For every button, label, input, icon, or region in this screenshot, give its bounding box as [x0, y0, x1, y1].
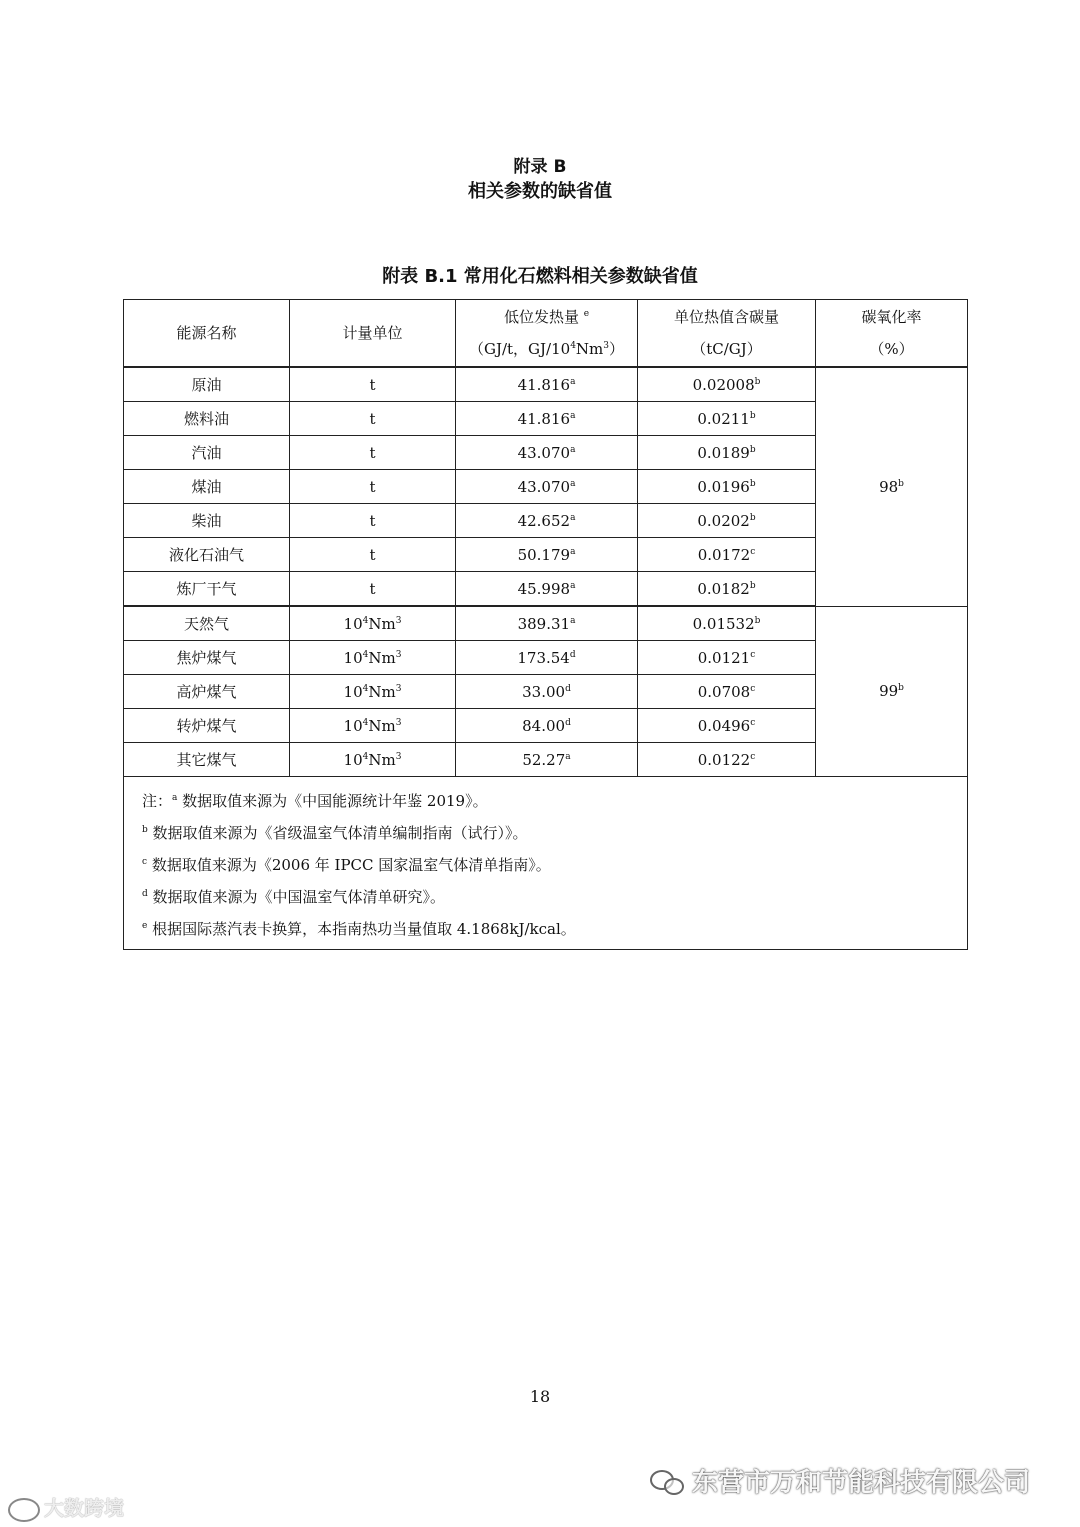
cell-unit-text: Nm	[368, 648, 396, 667]
note-text: 数据取值来源为《中国温室气体清单研究》。	[147, 888, 446, 906]
cell-unit-text: Nm	[368, 716, 396, 735]
cell-unit	[290, 641, 456, 675]
cell-carbon-content-text: 0.0122	[697, 750, 751, 769]
header-ncv-unit-c: ）	[609, 340, 625, 358]
cell-carbon-content-text: 0.01532	[692, 614, 755, 633]
appendix-subtitle: 相关参数的缺省值	[468, 181, 612, 202]
cell-energy-name	[124, 538, 290, 572]
header-ncv-label: 低位发热量	[503, 308, 579, 326]
watermark-left	[8, 1492, 124, 1522]
cell-energy-name	[124, 606, 290, 641]
cell-unit-text: t	[369, 511, 376, 530]
oxidation-value: 99	[879, 682, 899, 701]
note-mark: d	[142, 889, 148, 899]
cell-ncv-sup: d	[565, 717, 571, 728]
note-mark: e	[142, 921, 148, 931]
cell-unit-sup: 4	[362, 683, 369, 694]
cell-energy-name-text: 液化石油气	[168, 546, 244, 564]
header-ncv	[456, 300, 638, 368]
cell-carbon-content	[638, 675, 816, 709]
cell-ncv-sup: a	[570, 512, 576, 523]
cell-carbon-content	[638, 606, 816, 641]
notes-row	[124, 777, 968, 950]
cell-ncv-sup: a	[570, 376, 576, 387]
cell-energy-name	[124, 572, 290, 607]
cell-unit-text: 10	[343, 682, 363, 701]
cell-unit-sup: 3	[395, 751, 402, 762]
cell-ncv	[456, 470, 638, 504]
cell-energy-name-text: 其它煤气	[176, 751, 237, 769]
cell-ncv	[456, 675, 638, 709]
cell-unit	[290, 538, 456, 572]
header-oxidation-unit: （%）	[869, 340, 914, 358]
cell-carbon-content	[638, 504, 816, 538]
cell-ncv	[456, 504, 638, 538]
table-title: 附表 B.1 常用化石燃料相关参数缺省值	[382, 266, 698, 287]
cell-carbon-content-text: 0.0189	[697, 443, 750, 462]
cell-unit-text: t	[369, 409, 376, 428]
cell-energy-name	[124, 743, 290, 777]
cell-ncv-text: 42.652	[517, 511, 571, 530]
cell-unit	[290, 367, 456, 402]
wechat-icon	[650, 1466, 686, 1496]
cell-carbon-content-sup: b	[749, 444, 756, 455]
note-mark: a	[172, 793, 178, 803]
cell-ncv-sup: a	[570, 615, 576, 626]
table-row	[124, 367, 968, 402]
watermark-left-text: 大数跨境	[44, 1496, 124, 1520]
cell-energy-name-text: 炼厂干气	[176, 580, 237, 598]
cell-carbon-content-sup: b	[754, 376, 761, 387]
cell-ncv-sup: a	[570, 410, 576, 421]
cell-carbon-content	[638, 743, 816, 777]
cell-ncv-sup: d	[565, 683, 571, 694]
note-prefix: 注：	[142, 792, 173, 810]
cell-unit-text: t	[369, 579, 376, 598]
cell-ncv	[456, 572, 638, 607]
cell-carbon-content	[638, 367, 816, 402]
cell-oxidation-rate	[816, 606, 968, 777]
cell-energy-name-text: 原油	[191, 376, 222, 394]
cell-unit-sup: 3	[395, 717, 402, 728]
note-line	[142, 849, 967, 881]
cell-ncv-sup: d	[569, 649, 576, 660]
cell-unit-text: 10	[343, 614, 363, 633]
note-text: 数据取值来源为《中国能源统计年鉴 2019》。	[177, 792, 488, 810]
cell-unit-sup: 4	[362, 717, 369, 728]
cell-unit-text: Nm	[368, 750, 396, 769]
note-mark: b	[142, 825, 148, 835]
table-header-row	[124, 300, 968, 368]
watermark-right-text: 东营市万和节能科技有限公司	[692, 1468, 1031, 1498]
cell-unit-text: 10	[343, 648, 363, 667]
cell-carbon-content-text: 0.0121	[697, 648, 751, 667]
cell-energy-name-text: 高炉煤气	[176, 683, 237, 701]
cell-carbon-content-text: 0.0196	[697, 477, 750, 496]
oxidation-source-sup: b	[898, 683, 904, 694]
cell-ncv-text: 173.54	[517, 648, 570, 667]
cell-energy-name	[124, 709, 290, 743]
cell-carbon-content-text: 0.0182	[697, 579, 750, 598]
cell-ncv-sup: a	[565, 751, 571, 762]
cell-carbon-content-sup: b	[749, 580, 756, 591]
cell-carbon-content-text: 0.0172	[697, 545, 751, 564]
note-line	[142, 881, 967, 913]
cell-ncv-sup: a	[570, 444, 576, 455]
header-carbon-label: 单位热值含碳量	[673, 308, 779, 326]
cell-unit-text: Nm	[368, 614, 396, 633]
notes-cell	[124, 777, 968, 950]
cell-carbon-content-sup: c	[750, 649, 756, 660]
appendix-title: 附录 B	[513, 157, 567, 177]
note-line	[142, 785, 967, 817]
cell-ncv	[456, 367, 638, 402]
cell-carbon-content	[638, 402, 816, 436]
cell-carbon-content-text: 0.0708	[697, 682, 751, 701]
note-text: 根据国际蒸汽表卡换算，本指南热功当量值取 4.1868kJ/kcal。	[147, 920, 576, 938]
cell-ncv-sup: a	[570, 546, 576, 557]
cell-unit-sup: 3	[395, 683, 402, 694]
cell-unit-text: Nm	[368, 682, 396, 701]
cell-ncv-sup: a	[570, 478, 576, 489]
cell-unit	[290, 436, 456, 470]
cell-ncv-text: 43.070	[517, 477, 571, 496]
cell-carbon-content-sup: b	[754, 615, 761, 626]
cell-unit-sup: 3	[395, 615, 402, 626]
cell-carbon-content-text: 0.0202	[697, 511, 750, 530]
cell-unit-sup: 4	[362, 649, 369, 660]
header-ncv-unit-a: （GJ/t，GJ/10	[468, 340, 571, 358]
header-ncv-unit-sup2: 3	[603, 341, 610, 351]
cell-energy-name-text: 煤油	[191, 478, 222, 496]
oxidation-source-sup: b	[898, 478, 904, 489]
header-energy-name: 能源名称	[124, 300, 290, 368]
cell-unit-sup: 4	[362, 751, 369, 762]
cell-carbon-content-sup: c	[750, 683, 756, 694]
cell-ncv-text: 41.816	[517, 375, 571, 394]
cell-energy-name	[124, 436, 290, 470]
cell-ncv-text: 43.070	[517, 443, 571, 462]
cell-carbon-content-text: 0.02008	[692, 375, 755, 394]
cell-carbon-content	[638, 572, 816, 607]
cell-ncv-text: 45.998	[517, 579, 571, 598]
oxidation-value: 98	[879, 477, 899, 496]
cell-carbon-content-sup: b	[749, 410, 756, 421]
cell-carbon-content	[638, 436, 816, 470]
cell-unit	[290, 572, 456, 607]
cell-ncv-text: 50.179	[517, 545, 571, 564]
cell-unit-text: 10	[343, 750, 363, 769]
cell-unit	[290, 402, 456, 436]
cell-unit-sup: 4	[362, 615, 369, 626]
cell-carbon-content	[638, 538, 816, 572]
cell-unit	[290, 470, 456, 504]
cell-ncv	[456, 709, 638, 743]
cell-unit-sup: 3	[395, 649, 402, 660]
cell-energy-name	[124, 675, 290, 709]
note-line	[142, 817, 967, 849]
page-number: 18	[529, 1387, 551, 1406]
header-ncv-unit-b: Nm	[575, 340, 604, 358]
cell-energy-name	[124, 641, 290, 675]
cell-ncv	[456, 402, 638, 436]
header-carbon-content	[638, 300, 816, 368]
header-ncv-sup: e	[583, 309, 590, 319]
cell-carbon-content	[638, 641, 816, 675]
cell-unit-text: t	[369, 375, 376, 394]
cell-carbon-content-sup: b	[749, 512, 756, 523]
cell-energy-name-text: 焦炉煤气	[176, 649, 237, 667]
weibo-icon	[8, 1498, 40, 1522]
table-row	[124, 606, 968, 641]
header-ncv-unit-sup: 4	[570, 341, 576, 351]
cell-carbon-content-sup: c	[750, 751, 756, 762]
cell-carbon-content	[638, 470, 816, 504]
cell-carbon-content-sup: b	[749, 478, 756, 489]
header-unit: 计量单位	[290, 300, 456, 368]
cell-energy-name-text: 燃料油	[183, 410, 229, 428]
cell-energy-name-text: 柴油	[191, 512, 222, 530]
cell-unit-text: 10	[343, 716, 363, 735]
cell-unit	[290, 743, 456, 777]
header-carbon-unit: （tC/GJ）	[691, 340, 762, 358]
cell-energy-name	[124, 402, 290, 436]
cell-carbon-content	[638, 709, 816, 743]
cell-carbon-content-sup: c	[750, 717, 756, 728]
cell-ncv	[456, 641, 638, 675]
fuel-parameter-table	[123, 299, 968, 950]
cell-unit	[290, 675, 456, 709]
cell-oxidation-rate	[816, 367, 968, 606]
cell-energy-name	[124, 470, 290, 504]
note-line	[142, 913, 967, 945]
cell-carbon-content-text: 0.0496	[697, 716, 751, 735]
cell-ncv-text: 33.00	[522, 682, 566, 701]
cell-ncv-sup: a	[570, 580, 576, 591]
cell-energy-name	[124, 367, 290, 402]
cell-ncv-text: 52.27	[522, 750, 566, 769]
cell-unit	[290, 709, 456, 743]
cell-ncv	[456, 606, 638, 641]
note-text: 数据取值来源为《省级温室气体清单编制指南（试行）》。	[147, 824, 528, 842]
cell-ncv-text: 389.31	[517, 614, 571, 633]
cell-ncv-text: 41.816	[517, 409, 571, 428]
cell-energy-name-text: 汽油	[191, 444, 222, 462]
watermark-right	[650, 1462, 1030, 1499]
cell-ncv	[456, 538, 638, 572]
header-oxidation-rate	[816, 300, 968, 368]
cell-ncv	[456, 743, 638, 777]
cell-ncv	[456, 436, 638, 470]
cell-energy-name-text: 转炉煤气	[176, 717, 237, 735]
header-oxidation-label: 碳氧化率	[861, 308, 922, 326]
cell-carbon-content-sup: c	[750, 546, 756, 557]
note-mark: c	[142, 857, 148, 867]
cell-unit	[290, 606, 456, 641]
cell-ncv-text: 84.00	[522, 716, 566, 735]
cell-unit-text: t	[369, 443, 376, 462]
cell-unit	[290, 504, 456, 538]
note-text: 数据取值来源为《2006 年 IPCC 国家温室气体清单指南》。	[147, 856, 551, 874]
cell-unit-text: t	[369, 545, 376, 564]
cell-energy-name-text: 天然气	[183, 615, 229, 633]
cell-energy-name	[124, 504, 290, 538]
cell-carbon-content-text: 0.0211	[697, 409, 750, 428]
cell-unit-text: t	[369, 477, 376, 496]
